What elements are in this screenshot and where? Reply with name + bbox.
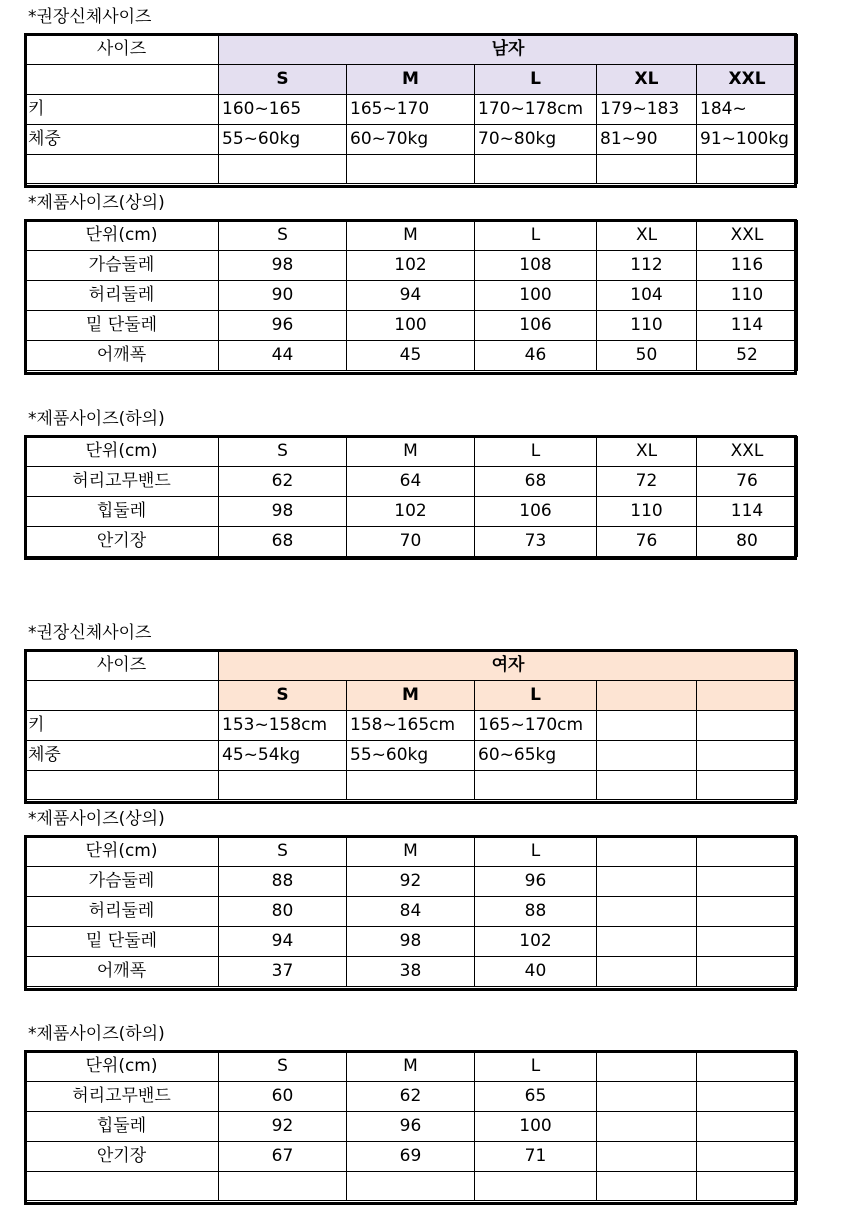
table-row: [25, 95, 798, 125]
value-cell: [597, 711, 697, 741]
value-cell: [697, 957, 798, 987]
value-cell: 84: [347, 897, 475, 927]
row-label-cell: 키: [25, 711, 219, 741]
value-cell: 92: [219, 1112, 347, 1142]
table-row: [25, 527, 798, 557]
row-label-cell: 어깨폭: [25, 957, 219, 987]
size-header-cell: L: [475, 1052, 597, 1082]
size-header-cell: S: [219, 837, 347, 867]
size-header-cell: L: [475, 65, 597, 95]
gender-header-cell: 남자: [219, 35, 798, 65]
empty-cell: [697, 155, 798, 184]
value-cell: [697, 1112, 798, 1142]
table-row: [25, 1142, 798, 1172]
row-label-cell: 가슴둘레: [25, 867, 219, 897]
size-header-cell: S: [219, 1052, 347, 1082]
table-row: [25, 927, 798, 957]
empty-cell: [475, 1172, 597, 1201]
empty-cell: [347, 155, 475, 184]
size-header-cell: XXL: [697, 437, 798, 467]
empty-cell: [219, 155, 347, 184]
empty-cell: [597, 155, 697, 184]
value-cell: 108: [475, 251, 597, 281]
value-cell: 81~90: [597, 125, 697, 155]
row-label-cell: 안기장: [25, 527, 219, 557]
value-cell: 55~60kg: [347, 741, 475, 771]
value-cell: 94: [347, 281, 475, 311]
value-cell: 158~165cm: [347, 711, 475, 741]
value-cell: 73: [475, 527, 597, 557]
value-cell: 62: [347, 1082, 475, 1112]
men-bottom-size-caption: *제품사이즈(하의): [28, 409, 165, 429]
value-cell: 55~60kg: [219, 125, 347, 155]
size-header-cell: S: [219, 437, 347, 467]
table-row: [25, 65, 798, 95]
value-cell: [597, 1142, 697, 1172]
empty-cell: [597, 771, 697, 800]
women-body-size-table: [24, 650, 798, 800]
value-cell: 52: [697, 341, 798, 371]
unit-label-cell: 단위(cm): [25, 1052, 219, 1082]
empty-cell: [219, 771, 347, 800]
table-row: [25, 281, 798, 311]
table-row: [25, 681, 798, 711]
size-header-cell: [597, 837, 697, 867]
size-header-cell: XL: [597, 221, 697, 251]
value-cell: 114: [697, 311, 798, 341]
value-cell: 46: [475, 341, 597, 371]
value-cell: 170~178cm: [475, 95, 597, 125]
size-header-cell: [697, 837, 798, 867]
value-cell: 112: [597, 251, 697, 281]
table-row: [25, 711, 798, 741]
value-cell: 67: [219, 1142, 347, 1172]
size-label-cell: 사이즈: [25, 651, 219, 681]
size-header-cell: XXL: [697, 221, 798, 251]
value-cell: 62: [219, 467, 347, 497]
table-row: [25, 155, 798, 184]
table-row: [25, 311, 798, 341]
women-top-size-table: [24, 836, 798, 987]
value-cell: 184~: [697, 95, 798, 125]
size-header-cell: S: [219, 681, 347, 711]
value-cell: 96: [347, 1112, 475, 1142]
size-header-cell: S: [219, 221, 347, 251]
unit-label-cell: 단위(cm): [25, 837, 219, 867]
value-cell: 80: [219, 897, 347, 927]
table-row: [25, 1112, 798, 1142]
value-cell: 98: [347, 927, 475, 957]
value-cell: 153~158cm: [219, 711, 347, 741]
size-header-cell: M: [347, 437, 475, 467]
value-cell: 71: [475, 1142, 597, 1172]
value-cell: 96: [219, 311, 347, 341]
table-row: [25, 341, 798, 371]
value-cell: 80: [697, 527, 798, 557]
size-header-cell: L: [475, 437, 597, 467]
size-header-cell: XL: [597, 65, 697, 95]
value-cell: 70~80kg: [475, 125, 597, 155]
table-row: [25, 437, 798, 467]
value-cell: 165~170cm: [475, 711, 597, 741]
empty-cell: [219, 1172, 347, 1201]
size-header-cell: M: [347, 681, 475, 711]
value-cell: 110: [597, 311, 697, 341]
value-cell: 64: [347, 467, 475, 497]
unit-label-cell: 단위(cm): [25, 437, 219, 467]
value-cell: [697, 1082, 798, 1112]
size-header-cell: XXL: [697, 65, 798, 95]
empty-cell: [475, 155, 597, 184]
value-cell: [597, 741, 697, 771]
size-label-cell: 사이즈: [25, 35, 219, 65]
value-cell: 50: [597, 341, 697, 371]
value-cell: 110: [697, 281, 798, 311]
size-header-cell: M: [347, 837, 475, 867]
value-cell: 104: [597, 281, 697, 311]
value-cell: 100: [347, 311, 475, 341]
value-cell: 65: [475, 1082, 597, 1112]
value-cell: 91~100kg: [697, 125, 798, 155]
row-label-cell: 허리둘레: [25, 281, 219, 311]
table-row: [25, 125, 798, 155]
row-label-cell: 허리고무밴드: [25, 1082, 219, 1112]
women-bottom-size-caption: *제품사이즈(하의): [28, 1024, 165, 1044]
value-cell: 60~65kg: [475, 741, 597, 771]
value-cell: 96: [475, 867, 597, 897]
size-header-cell: S: [219, 65, 347, 95]
empty-cell: [347, 1172, 475, 1201]
row-label-cell: 체중: [25, 125, 219, 155]
value-cell: 44: [219, 341, 347, 371]
value-cell: 88: [475, 897, 597, 927]
table-row: [25, 467, 798, 497]
table-row: [25, 1052, 798, 1082]
value-cell: 160~165: [219, 95, 347, 125]
value-cell: [597, 927, 697, 957]
empty-cell: [697, 1172, 798, 1201]
size-header-cell: L: [475, 837, 597, 867]
value-cell: [697, 897, 798, 927]
men-body-size-table: [24, 34, 798, 184]
empty-cell: [25, 681, 219, 711]
gender-header-cell: 여자: [219, 651, 798, 681]
women-bottom-size-table: [24, 1051, 798, 1201]
value-cell: 60~70kg: [347, 125, 475, 155]
table-row: [25, 897, 798, 927]
men-top-size-caption: *제품사이즈(상의): [28, 193, 165, 213]
row-label-cell: 안기장: [25, 1142, 219, 1172]
value-cell: 90: [219, 281, 347, 311]
value-cell: 45~54kg: [219, 741, 347, 771]
value-cell: [697, 927, 798, 957]
value-cell: 110: [597, 497, 697, 527]
empty-cell: [597, 1172, 697, 1201]
empty-cell: [347, 771, 475, 800]
row-label-cell: 힙둘레: [25, 497, 219, 527]
value-cell: 45: [347, 341, 475, 371]
value-cell: 76: [597, 527, 697, 557]
value-cell: [697, 1142, 798, 1172]
row-label-cell: 가슴둘레: [25, 251, 219, 281]
row-label-cell: 허리고무밴드: [25, 467, 219, 497]
size-header-cell: [697, 1052, 798, 1082]
table-row: [25, 251, 798, 281]
men-body-size-caption: *권장신체사이즈: [28, 7, 152, 27]
value-cell: 106: [475, 497, 597, 527]
value-cell: [697, 867, 798, 897]
value-cell: 70: [347, 527, 475, 557]
table-row: [25, 497, 798, 527]
value-cell: [697, 711, 798, 741]
value-cell: [597, 1082, 697, 1112]
size-header-cell: [597, 1052, 697, 1082]
value-cell: 68: [475, 467, 597, 497]
size-header-cell: XL: [597, 437, 697, 467]
value-cell: [597, 957, 697, 987]
value-cell: [597, 867, 697, 897]
value-cell: 68: [219, 527, 347, 557]
table-row: [25, 837, 798, 867]
table-row: [25, 35, 798, 65]
value-cell: 69: [347, 1142, 475, 1172]
size-header-cell: [597, 681, 697, 711]
empty-cell: [25, 771, 219, 800]
table-row: [25, 771, 798, 800]
value-cell: 98: [219, 251, 347, 281]
table-row: [25, 957, 798, 987]
size-header-cell: M: [347, 65, 475, 95]
value-cell: 98: [219, 497, 347, 527]
value-cell: 94: [219, 927, 347, 957]
row-label-cell: 어깨폭: [25, 341, 219, 371]
value-cell: 102: [475, 927, 597, 957]
value-cell: 40: [475, 957, 597, 987]
empty-cell: [25, 1172, 219, 1201]
men-top-size-table: [24, 220, 798, 371]
table-row: [25, 1082, 798, 1112]
table-row: [25, 221, 798, 251]
size-header-cell: [697, 681, 798, 711]
value-cell: 37: [219, 957, 347, 987]
size-header-cell: L: [475, 221, 597, 251]
value-cell: 100: [475, 1112, 597, 1142]
value-cell: 165~170: [347, 95, 475, 125]
value-cell: 179~183: [597, 95, 697, 125]
row-label-cell: 힙둘레: [25, 1112, 219, 1142]
row-label-cell: 허리둘레: [25, 897, 219, 927]
size-header-cell: M: [347, 221, 475, 251]
women-top-size-caption: *제품사이즈(상의): [28, 809, 165, 829]
value-cell: [697, 741, 798, 771]
value-cell: [597, 1112, 697, 1142]
value-cell: 106: [475, 311, 597, 341]
table-row: [25, 741, 798, 771]
row-label-cell: 키: [25, 95, 219, 125]
value-cell: 114: [697, 497, 798, 527]
value-cell: 60: [219, 1082, 347, 1112]
size-header-cell: L: [475, 681, 597, 711]
unit-label-cell: 단위(cm): [25, 221, 219, 251]
row-label-cell: 밑 단둘레: [25, 927, 219, 957]
value-cell: 102: [347, 251, 475, 281]
row-label-cell: 체중: [25, 741, 219, 771]
men-bottom-size-table: [24, 436, 798, 557]
row-label-cell: 밑 단둘레: [25, 311, 219, 341]
value-cell: 116: [697, 251, 798, 281]
size-header-cell: M: [347, 1052, 475, 1082]
table-row: [25, 651, 798, 681]
table-row: [25, 867, 798, 897]
value-cell: 100: [475, 281, 597, 311]
women-body-size-caption: *권장신체사이즈: [28, 623, 152, 643]
value-cell: [597, 897, 697, 927]
value-cell: 102: [347, 497, 475, 527]
value-cell: 72: [597, 467, 697, 497]
table-row: [25, 1172, 798, 1201]
empty-cell: [475, 771, 597, 800]
empty-cell: [697, 771, 798, 800]
empty-cell: [25, 65, 219, 95]
empty-cell: [25, 155, 219, 184]
value-cell: 92: [347, 867, 475, 897]
value-cell: 38: [347, 957, 475, 987]
value-cell: 76: [697, 467, 798, 497]
value-cell: 88: [219, 867, 347, 897]
